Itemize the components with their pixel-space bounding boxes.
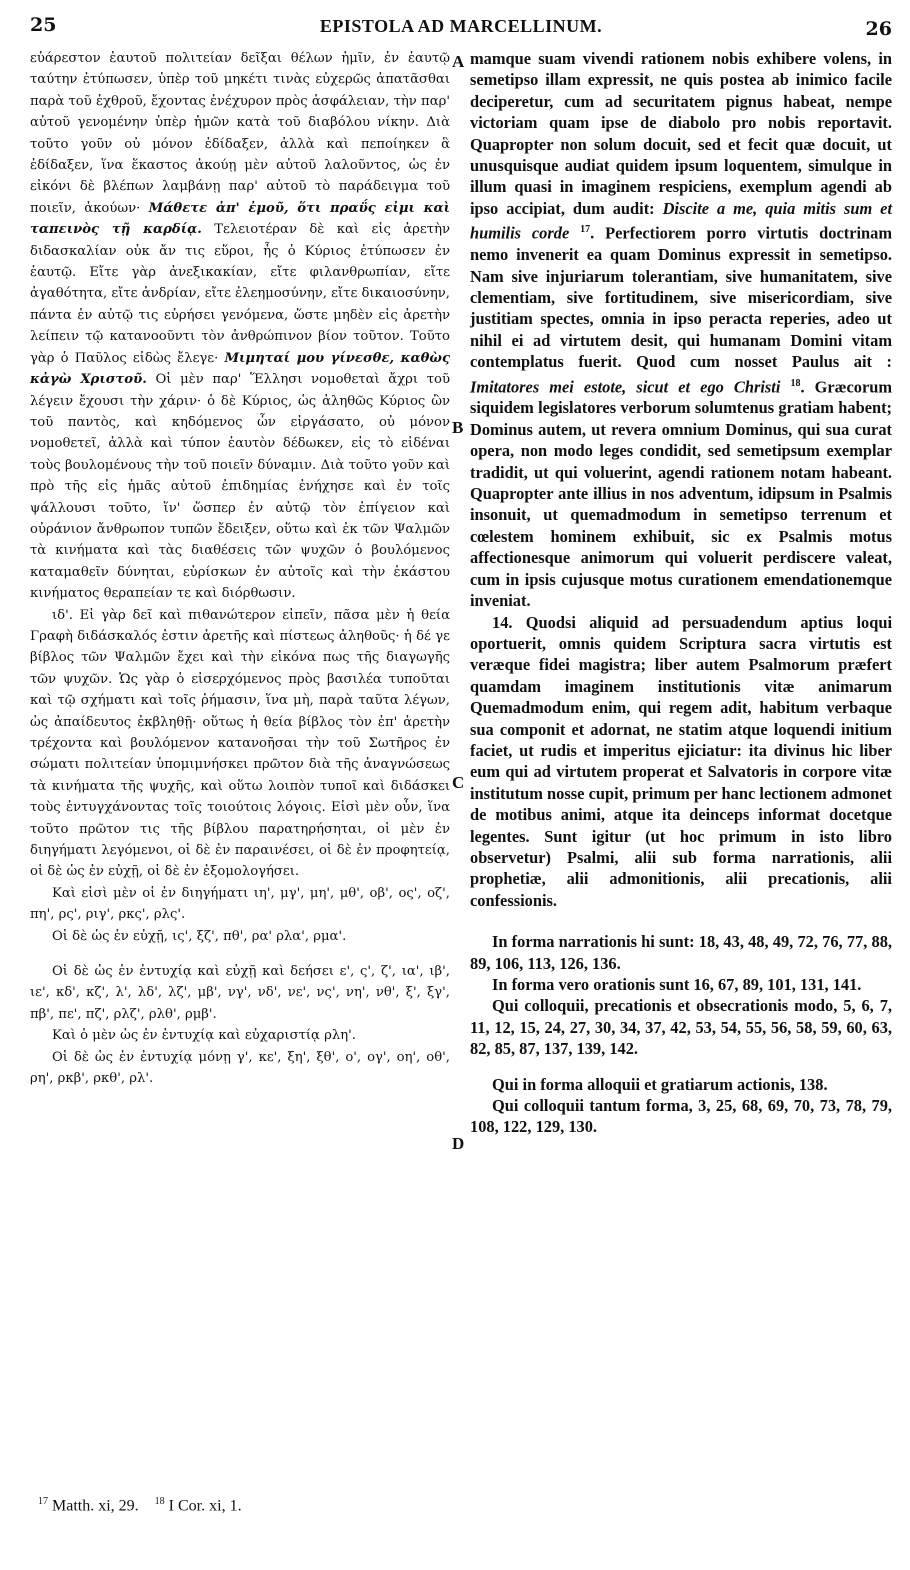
footnote-17: Matth. xi, 29. [52, 1497, 139, 1515]
greek-quote-2: Μιμηταί μου γίνεσθε, καθὼς κἀγὼ Χριστοῦ. [30, 350, 450, 388]
greek-list-supplication: Οἱ δὲ ὡς ἐν ἐντυχίᾳ καὶ εὐχῇ καὶ δεήσει ε', ς', ζ', ια', ιβ', ιε', κδ', κζ', λ', λδ', λζ', μβ', νγ', νδ', νε', νς', νη', νθ', ξ', ξγ', πβ', πε', πζ', ρλζ', ρλθ', ρμβ'. [30, 964, 450, 1022]
footnote-18: I Cor. xi, 1. [168, 1497, 242, 1515]
margin-marker-c: C [452, 773, 465, 792]
latin-list-supplication: Qui colloquii, precationis et obsecrationis modo, 5, 6, 7, 11, 12, 15, 24, 27, 30, 34, 37, 42, 53, 54, 55, 56, 58, 59, 60, 63, 82, 85, 87, 137, 139, 142. [470, 996, 892, 1059]
latin-list-thanksgiving: Qui in forma alloquii et gratiarum actionis, 138. [492, 1074, 828, 1094]
latin-quote-1: Discite a me, quia mitis sum et humilis corde [470, 198, 892, 243]
greek-list-colloquy: Οἱ δὲ ὡς ἐν ἐντυχίᾳ μόνῃ γ', κε', ξη', ξθ', ο', ογ', οη', οθ', ρη', ρκβ', ρκθ', ρλ'. [30, 1049, 450, 1087]
greek-paragraph-2: ιδ'. Εἰ γὰρ δεῖ καὶ πιθανώτερον εἰπεῖν, πᾶσα μὲν ἡ θεία Γραφὴ διδάσκαλός ἐστιν ἀρετῆς καὶ πίστεως ἀληθοῦς· ἡ δέ γε βίβλος τῶν Ψαλμῶν ἔχει καὶ τὴν εἰκόνα πως τῆς διαγωγῆς τῶν ψυχῶν. Ὡς γὰρ ὁ εἰσερχόμενος πρὸς βασιλέα τυποῦται καὶ τῷ σχήματι καὶ τοῖς ῥήμασιν, ἵνα μὴ, παρὰ ταῦτα λέγων, ὡς ἀπαίδευτος ἐκβληθῇ· οὕτως ἡ θεία βίβλος τὸν ἐπ' ἀρετὴν τρέχοντα καὶ βουλόμενον κατανοῆσαι τὴν τοῦ Σωτῆρος ἐν σώματι πολιτείαν ὑπομιμνήσκει πρῶτον διὰ τῆς ἀναγνώσεως τὰ κινήματα τῆς ψυχῆς, καὶ οὕτω λοιπὸν τυποῖ καὶ διδάσκει τοὺς ἐντυγχάνοντας τοῖς τοιούτοις λόγοις. Εἰσὶ μὲν οὖν, ἵνα τοῦτο πρῶτον τις τῆς βίβλου παρατηρήσηται, οἱ μὲν ἐν διηγήματι λεγόμενοι, οἱ δὲ ἐν παραινέσει, οἱ δὲ ἐν προφητείᾳ, οἱ δὲ ὡς ἐν εὐχῇ, οἱ δὲ ἐν ἐξομολογήσει. [30, 607, 450, 880]
footnote-number-17: 17 [38, 1496, 48, 1507]
margin-marker-a: A [452, 52, 465, 71]
footnote-ref-17: 17 [580, 224, 591, 236]
greek-list-narration: Καὶ εἰσὶ μὲν οἱ ἐν διηγήματι ιη', μγ', μη', μθ', οβ', ος', οζ', πη', ρς', ριγ', ρκς', ρλς'. [30, 885, 450, 923]
greek-list-prayer: Οἱ δὲ ὡς ἐν εὐχῇ, ις', ξζ', πθ', ρα' ρλα', ρμα'. [52, 928, 347, 944]
margin-marker-d: D [452, 1134, 465, 1153]
running-header [30, 14, 892, 44]
greek-column [30, 48, 450, 1090]
latin-paragraph-2: 14. Quodsi aliquid ad persuadendum aptius loqui oportuerit, omnis quidem Scriptura sacra virtutis est veræque fidei magistra; liber autem Psalmorum præfert quamdam imaginem institutionis vitæ animarum Quemadmodum enim, qui regem adit, habitum verbaque sua componit et adornat, ne statim atque loquendi initium faciet, ut rudis et imperitus ejiciatur: ita divinus hic liber eum qui ad virtutem properat et Salvatoris in corpore vitæ institutum nosse cupit, primum per hanc lectionem admonet de motibus animi, atque ita deinceps informat docetque legentes. Sunt igitur (ut hoc primum in isto libro observetur) Psalmi, alii sub forma narrationis, alii prophetiæ, alii admonitionis, alii precationis, alii confessionis. [470, 612, 892, 910]
footnote-number-18: 18 [154, 1496, 165, 1507]
latin-list-narration: In forma narrationis hi sunt: 18, 43, 48, 49, 72, 76, 77, 88, 89, 106, 113, 126, 136. [470, 932, 892, 973]
latin-quote-2: Imitatores mei estote, sicut et ego Christi [470, 377, 781, 397]
latin-paragraph-1: mamque suam vivendi rationem nobis exhibere volens, in semetipso illam expressit, ne quis postea ab inimico facile deciperetur, cum ad securitatem pignus habeat, nempe victoriam quam ipse de diabolo pro nobis reportavit. Quapropter non solum docuit, sed et fecit quæ docuit, ut unusquisque audiat quidem ipsum loquentem, simulque in illum quasi in imaginem respiciens, exemplum agendi ab ipso accipiat, dum audit: Discite a me, quia mitis sum et humilis corde $^{17}$. Perfectiorem porro virtutis doctrinam nemo invenerit ea quam Dominus expressit in semetipso. Nam sive injuriarum tolerantiam, sive humanitatem, sive clementiam, sive fortitudinem, sive misericordiam, sive justitiam spectes, omnia in ipso peracta reperies, adeo ut nihil ei ad virtutem desit, qui humanam Domini vitam contemplatus fuerit. Quod cum nosset Paulus ait : Imitatores mei estote, sicut et ego Christi $^{18}$. Græcorum siquidem legislatores verborum solumtenus gratiam habent; Dominus autem, ut revera omnium Dominus, qui sua curat opera, non modo leges condidit, sed semetipsum exemplar tradidit, ut qui voluerint, agendi rationem notam habeant. Quapropter ante illius in nos adventum, idipsum in Psalmis insonuit, ut quemadmodum in semetipso terrenum et cœlestem hominem exhibuit, sic ex Psalmis motus affectionesque animorum qui voluerit perdiscere valeat, cum in ipsis cujusque motus curationem emendationemque inveniat. [470, 49, 892, 611]
latin-column [470, 48, 892, 1138]
page-number-left: 25 [30, 14, 57, 36]
running-title: EPISTOLA AD MARCELLINUM. [319, 16, 603, 36]
greek-list-thanksgiving: Καὶ ὁ μὲν ὡς ἐν ἐντυχίᾳ καὶ εὐχαριστίᾳ ρλη'. [52, 1028, 356, 1044]
latin-list-prayer: In forma vero orationis sunt 16, 67, 89, 101, 131, 141. [492, 975, 862, 994]
latin-list-colloquy: Qui colloquii tantum forma, 3, 25, 68, 69, 70, 73, 78, 79, 108, 122, 129, 130. [470, 1096, 892, 1137]
greek-quote-1: Μάθετε ἀπ' ἐμοῦ, ὅτι πραΰς εἰμι καὶ ταπεινὸς τῇ καρδίᾳ. [30, 200, 451, 238]
greek-paragraph-1: εὐάρεστον ἑαυτοῦ πολιτείαν δεῖξαι θέλων ἡμῖν, ἐν ἑαυτῷ ταύτην ἐτύπωσεν, ὑπὲρ τοῦ μηκέτι τινὰς εὐχερῶς ἀπατᾶσθαι παρὰ τοῦ ἐχθροῦ, ἔχοντας ἐνέχυρον πρὸς ἀσφάλειαν, τὴν παρ' αὐτοῦ γενομένην ὑπὲρ ἡμῶν κατὰ τοῦ διαβόλου νίκην. Διὰ τοῦτο γοῦν οὐ μόνον ἐδίδαξεν, ἀλλὰ καὶ πεποίηκεν ἃ ἐδίδαξεν, ἵνα ἕκαστος ἀκούῃ μὲν αὐτοῦ λαλοῦντος, ὡς ἐν εἰκόνι δὲ βλέπων λαμβάνῃ παρ' αὐτοῦ τὸ παράδειγμα τοῦ ποιεῖν, ἀκούων· Μάθετε ἀπ' ἐμοῦ, ὅτι πραΰς εἰμι καὶ ταπεινὸς τῇ καρδίᾳ. Τελειοτέραν δὲ καὶ εἰς ἀρετὴν διδασκαλίαν οὐκ ἄν τις εὕροι, ἧς ὁ Κύριος ἐτύπωσεν ἐν ἑαυτῷ. Εἴτε γὰρ ἀνεξικακίαν, εἴτε φιλανθρωπίαν, εἴτε ἀγαθότητα, εἴτε ἀνδρίαν, εἴτε ἐλεημοσύνην, εἴτε δικαιοσύνην, πάντα ἐν αὐτῷ τις εὑρήσει γενόμενα, ὥστε μηδὲν εἰς ἀρετὴν λείπειν τῷ κατανοοῦντι τὸν ἀνθρώπινον βίον τοῦτον. Τοῦτο γὰρ ὁ Παῦλος εἰδὼς ἔλεγε· Μιμηταί μου γίνεσθε, καθὼς κἀγὼ Χριστοῦ. Οἱ μὲν παρ' Ἕλλησι νομοθεταὶ ἄχρι τοῦ λέγειν ἔχουσι τὴν χάριν· ὁ δὲ Κύριος, ὡς ἀληθῶς Κύριος ὢν τοῦ παντὸς, καὶ κηδόμενος ὧν εἰργάσατο, οὐ μόνον νομοθετεῖ, ἀλλὰ καὶ τύπον ἑαυτὸν δέδωκεν, εἰς τὸ εἰδέναι τοὺς βουλομένους τὴν τοῦ ποιεῖν δύναμιν. Διὰ τοῦτο γοῦν καὶ πρὸ τῆς εἰς ἡμᾶς αὐτοῦ ἐπιδημίας ἐνήχησε καὶ ἐν τοῖς ψάλλουσι τοῦτο, ἵν' ὥσπερ ἐν αὐτῷ τὸν ἐπίγειον καὶ οὐράνιον ἄνθρωπον τυπῶν ἔδειξεν, οὕτω καὶ ἐκ τῶν Ψαλμῶν τὰ κινήματα καὶ τὰς διαθέσεις τῶν ψυχῶν ὁ βουλόμενος καταμαθεῖν δύνηται, εὑρίσκων ἐν αὐτοῖς καὶ τὴν ἑκάστου κινήματος θεραπείαν τε καὶ διόρθωσιν. [30, 51, 451, 602]
page-number-right: 26 [865, 18, 892, 40]
footnotes [38, 1496, 242, 1515]
footnote-ref-18: 18 [790, 377, 801, 389]
margin-marker-b: B [452, 418, 464, 437]
